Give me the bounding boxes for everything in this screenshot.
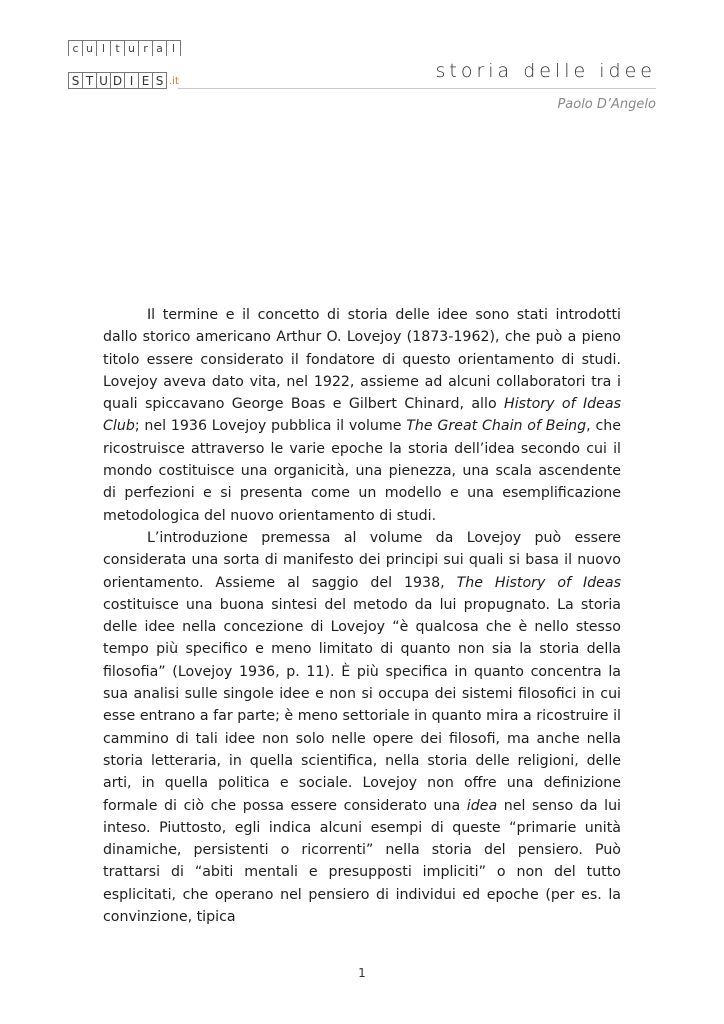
italic-term: idea <box>466 797 498 814</box>
logo-letter: S <box>152 72 167 89</box>
article-body <box>103 304 621 928</box>
paragraph-1: Il termine e il concetto di storia delle idee sono stati introdotti dallo storico americano Arthur O. Lovejoy (1873-1962), che può a pieno titolo essere considerato il fondatore di questo orientamento di studi. Lovejoy aveva dato vita, nel 1922, assieme ad alcuni collaboratori tra i quali spiccavano George Boas e Gilbert Chinard, allo History of Ideas Club; nel 1936 Lovejoy pubblica il volume The Great Chain of Being, che ricostruisce attraverso le varie epoche la storia dell’idea secondo cui il mondo costituisce una organicità, una pienezza, una scala ascendente di perfezioni e si presenta come un modello e una esemplificazione metodologica del nuovo orientamento di studi. <box>103 307 621 524</box>
logo-letter: S <box>68 72 83 89</box>
logo-bottom-row <box>68 72 180 89</box>
italic-title: History of Ideas Club <box>103 396 621 435</box>
paragraph-2: L’introduzione premessa al volume da Lovejoy può essere considerata una sorta di manifesto dei principi sui quali si basa il nuovo orientamento. Assieme al saggio del 1938, The History of Ideas costituisce una buona sintesi del metodo da lui propugnato. La storia delle idee nella concezione di Lovejoy “è qualcosa che è nello stesso tempo più specifico e meno limitato di quanto non sia la storia della filosofia” (Lovejoy 1936, p. 11). È più specifica in quanto concentra la sua analisi sulle singole idee e non si occupa dei sistemi filosofici in cui esse entrano a far parte; è meno settoriale in quanto mira a ricostruire il cammino di tali idee non solo nelle opere dei filosofi, ma anche nella storia letteraria, in quella scientifica, nella storia delle religioni, delle arti, in quella politica e sociale. Lovejoy non offre una definizione formale di ciò che possa essere considerato una idea nel senso da lui inteso. Piuttosto, egli indica alcuni esempi di queste “primarie unità dinamiche, persistenti o ricorrenti” nella storia del pensiero. Può trattarsi di “abiti mentali e presupposti impliciti” o non del tutto esplicitati, che operano nel pensiero di individui ed epoche (per es. la convinzione, tipica <box>103 529 621 926</box>
logo-letter: a <box>152 40 167 56</box>
logo-top-row <box>68 40 180 56</box>
document-author: Paolo D’Angelo <box>557 97 656 112</box>
page-number: 1 <box>358 966 366 980</box>
italic-title: The History of Ideas <box>456 574 621 591</box>
logo-letter: E <box>138 72 153 89</box>
logo-letter: u <box>124 40 139 56</box>
logo-letter: u <box>82 40 97 56</box>
logo-letter: l <box>96 40 111 56</box>
logo-letter: r <box>138 40 153 56</box>
logo-domain-suffix: .it <box>169 76 179 87</box>
logo-letter: I <box>124 72 139 89</box>
header-divider <box>178 88 656 89</box>
logo-letter: c <box>68 40 83 56</box>
italic-title: The Great Chain of Being <box>406 418 587 435</box>
document-title: storia delle idee <box>435 60 656 82</box>
logo-letter: l <box>166 40 181 56</box>
logo-letter: D <box>110 72 125 89</box>
logo-letter: U <box>96 72 111 89</box>
logo-letter: t <box>110 40 125 56</box>
site-logo[interactable] <box>68 40 180 89</box>
logo-letter: T <box>82 72 97 89</box>
